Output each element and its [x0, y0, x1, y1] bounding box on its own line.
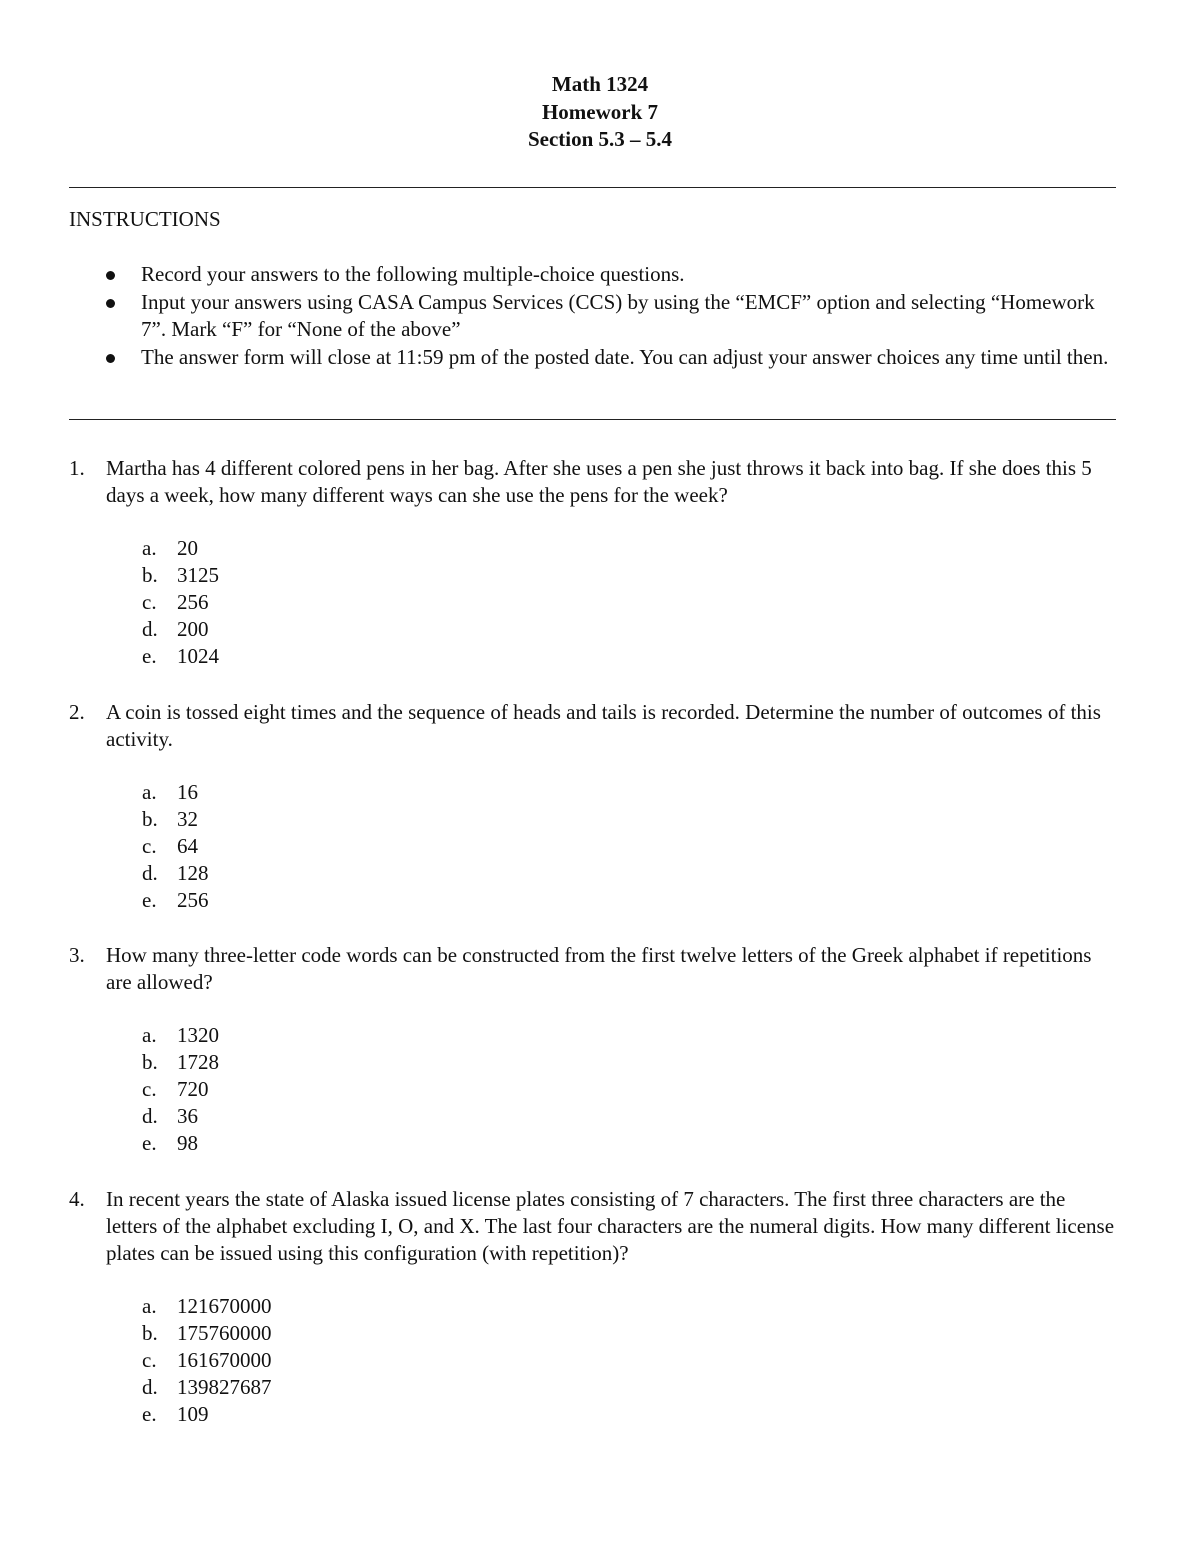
option-label: c. — [142, 590, 157, 614]
question-4 — [0, 1186, 1200, 1428]
option-value: 175760000 — [177, 1321, 272, 1345]
option-label: c. — [142, 834, 157, 858]
option-value: 256 — [177, 888, 209, 912]
option-label: e. — [142, 1402, 157, 1426]
instruction-text: The answer form will close at 11:59 pm of the posted date. You can adjust your answer choices any time until then. — [141, 345, 1109, 369]
question-3 — [0, 942, 1200, 1157]
question-2 — [0, 699, 1200, 914]
option-value: 720 — [177, 1077, 209, 1101]
option-value: 1320 — [177, 1023, 219, 1047]
option-value: 109 — [177, 1402, 209, 1426]
course-title: Math 1324 — [551, 72, 649, 96]
answer-option — [0, 887, 1200, 914]
option-value: 121670000 — [177, 1294, 272, 1318]
bullet-icon — [106, 354, 115, 363]
assignment-title: Homework 7 — [541, 99, 659, 124]
option-value: 20 — [177, 536, 198, 560]
answer-option — [0, 1103, 1200, 1130]
option-label: d. — [142, 1104, 158, 1128]
option-value: 36 — [177, 1104, 198, 1128]
answer-option — [0, 1049, 1200, 1076]
option-label: a. — [142, 780, 157, 804]
instructions-title: INSTRUCTIONS — [69, 207, 221, 231]
section-title: Section 5.3 – 5.4 — [527, 127, 673, 151]
question-text: A coin is tossed eight times and the sequence of heads and tails is recorded. Determine the number of outcomes of this activity. — [106, 700, 1101, 751]
answer-option — [0, 806, 1200, 833]
option-value: 200 — [177, 617, 209, 641]
answer-options — [0, 1293, 1200, 1428]
question-text: In recent years the state of Alaska issued license plates consisting of 7 characters. The first three characters are the letters of the alphabet excluding I, O, and X. The last four characters are the numeral digits. How many different license plates can be issued using this configuration (with repetition)? — [106, 1187, 1115, 1265]
option-label: c. — [142, 1348, 157, 1372]
answer-option — [0, 860, 1200, 887]
option-label: e. — [142, 1131, 157, 1155]
instruction-item — [0, 261, 1200, 288]
bullet-icon — [106, 299, 115, 308]
instructions-list — [0, 261, 1200, 371]
question-stem — [0, 1186, 1200, 1267]
answer-option — [0, 1374, 1200, 1401]
question-number: 1. — [69, 456, 85, 480]
answer-option — [0, 562, 1200, 589]
option-label: c. — [142, 1077, 157, 1101]
option-value: 139827687 — [177, 1375, 272, 1399]
option-value: 64 — [177, 834, 198, 858]
answer-option — [0, 1401, 1200, 1428]
option-label: b. — [142, 1321, 158, 1345]
option-value: 128 — [177, 861, 209, 885]
option-label: d. — [142, 861, 158, 885]
answer-options — [0, 535, 1200, 670]
question-stem — [0, 942, 1200, 996]
option-label: e. — [142, 888, 157, 912]
answer-option — [0, 1022, 1200, 1049]
option-label: d. — [142, 1375, 158, 1399]
instruction-item — [0, 289, 1200, 343]
option-label: e. — [142, 644, 157, 668]
question-number: 2. — [69, 700, 85, 724]
answer-options — [0, 779, 1200, 914]
top-divider — [69, 187, 1116, 188]
document-header — [0, 71, 1200, 154]
instruction-text: Record your answers to the following multiple-choice questions. — [141, 262, 685, 286]
option-label: a. — [142, 1294, 157, 1318]
answer-option — [0, 535, 1200, 562]
answer-option — [0, 1130, 1200, 1157]
instruction-item — [0, 344, 1200, 371]
answer-option — [0, 616, 1200, 643]
answer-option — [0, 1320, 1200, 1347]
question-text: How many three-letter code words can be constructed from the first twelve letters of the Greek alphabet if repetitions are allowed? — [106, 943, 1092, 994]
option-label: b. — [142, 563, 158, 587]
option-label: b. — [142, 807, 158, 831]
answer-option — [0, 779, 1200, 806]
option-label: a. — [142, 536, 157, 560]
option-value: 16 — [177, 780, 198, 804]
option-value: 32 — [177, 807, 198, 831]
question-1 — [0, 455, 1200, 670]
option-value: 1728 — [177, 1050, 219, 1074]
question-stem — [0, 455, 1200, 509]
option-label: d. — [142, 617, 158, 641]
option-value: 3125 — [177, 563, 219, 587]
question-number: 4. — [69, 1187, 85, 1211]
bottom-divider — [69, 419, 1116, 420]
option-value: 161670000 — [177, 1348, 272, 1372]
question-number: 3. — [69, 943, 85, 967]
option-label: a. — [142, 1023, 157, 1047]
answer-option — [0, 589, 1200, 616]
question-stem — [0, 699, 1200, 753]
instruction-text: Input your answers using CASA Campus Services (CCS) by using the “EMCF” option and selecting “Homework 7”. Mark “F” for “None of the above” — [141, 290, 1095, 341]
option-value: 98 — [177, 1131, 198, 1155]
answer-option — [0, 643, 1200, 670]
answer-option — [0, 1293, 1200, 1320]
answer-option — [0, 833, 1200, 860]
option-label: b. — [142, 1050, 158, 1074]
option-value: 256 — [177, 590, 209, 614]
answer-option — [0, 1076, 1200, 1103]
bullet-icon — [106, 271, 115, 280]
answer-options — [0, 1022, 1200, 1157]
question-text: Martha has 4 different colored pens in her bag. After she uses a pen she just throws it back into bag. If she does this 5 days a week, how many different ways can she use the pens for the week? — [106, 456, 1092, 507]
option-value: 1024 — [177, 644, 219, 668]
answer-option — [0, 1347, 1200, 1374]
